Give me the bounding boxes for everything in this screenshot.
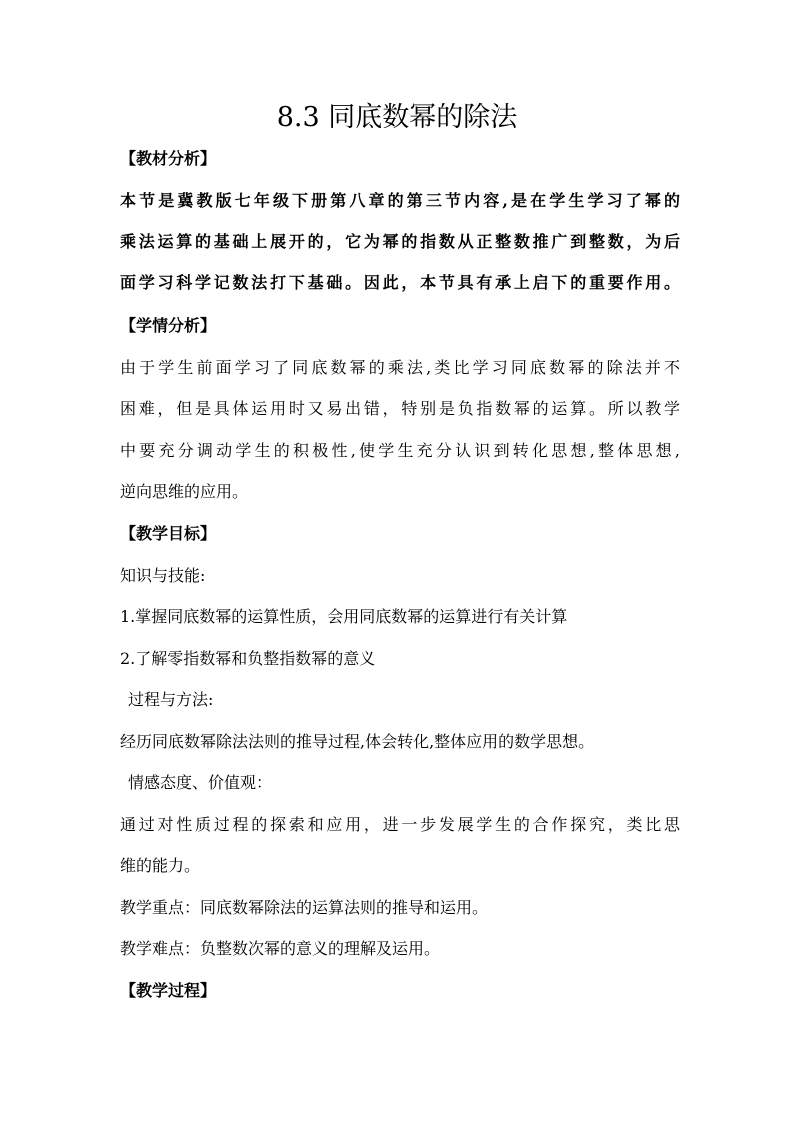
student-analysis-line-2: 困难，但是具体运用时又易出错，特别是负指数幂的运算。所以教学 <box>120 399 680 418</box>
student-analysis-line-1: 由于学生前面学习了同底数幂的乘法,类比学习同底数幂的除法并不 <box>120 358 680 377</box>
process-method-label: 过程与方法: <box>128 690 214 709</box>
knowledge-skills-label: 知识与技能: <box>120 566 206 585</box>
material-analysis-line-2: 乘法运算的基础上展开的，它为幂的指数从正整数推广到整数，为后 <box>120 232 680 251</box>
emotion-values-label: 情感态度、价值观： <box>128 773 273 792</box>
emotion-values-line-1: 通过对性质过程的探索和应用，进一步发展学生的合作探究，类比思 <box>120 815 680 834</box>
document-title: 8.3 同底数幂的除法 <box>276 102 518 133</box>
teaching-key-point: 教学重点：同底数幂除法的运算法则的推导和运用。 <box>120 898 489 917</box>
student-analysis-line-4: 逆向思维的应用。 <box>120 482 249 501</box>
material-analysis-line-3: 面学习科学记数法打下基础。因此，本节具有承上启下的重要作用。 <box>120 273 680 292</box>
student-analysis-line-3: 中要充分调动学生的积极性,使学生充分认识到转化思想,整体思想, <box>120 441 680 460</box>
process-method-text: 经历同底数幂除法法则的推导过程,体会转化,整体应用的数学思想。 <box>120 732 595 751</box>
teaching-difficulty: 教学难点：负整数次幂的意义的理解及运用。 <box>120 939 441 958</box>
goal-item-1: 1.掌握同底数幂的运算性质，会用同底数幂的运算进行有关计算 <box>120 607 568 626</box>
goal-item-2: 2.了解零指数幂和负整指数幂的意义 <box>120 649 376 668</box>
material-analysis-line-1: 本节是冀教版七年级下册第八章的第三节内容,是在学生学习了幂的 <box>120 191 680 210</box>
material-analysis-heading: 【教材分析】 <box>120 149 217 168</box>
teaching-goals-heading: 【教学目标】 <box>120 524 217 543</box>
emotion-values-line-2: 维的能力。 <box>120 856 201 875</box>
teaching-process-heading: 【教学过程】 <box>120 981 217 1000</box>
student-analysis-heading: 【学情分析】 <box>120 316 217 335</box>
